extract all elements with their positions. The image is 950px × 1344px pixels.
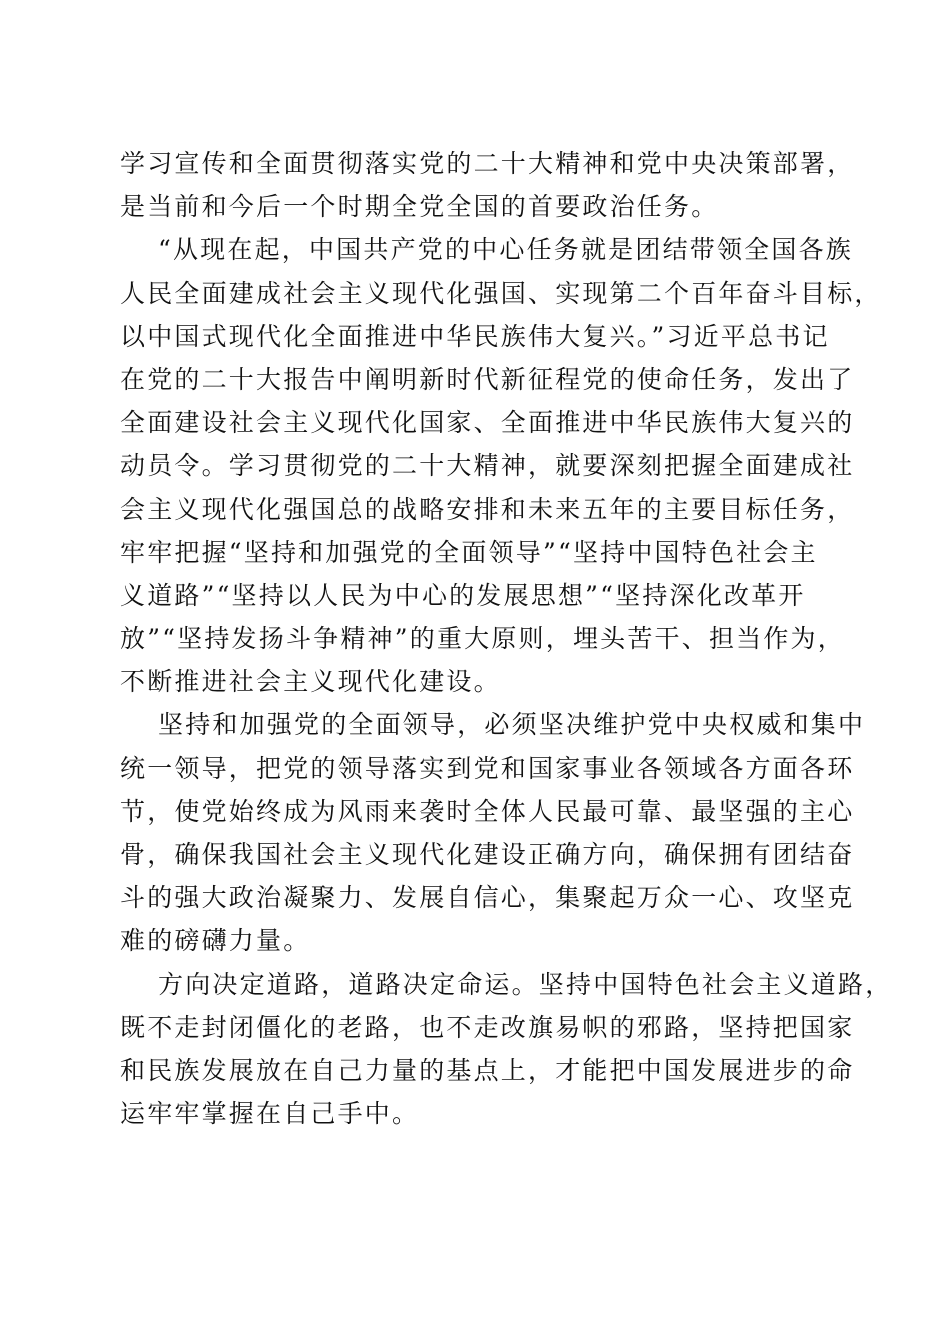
paragraph-4 (120, 963, 893, 1136)
text-line: 学习宣传和全面贯彻落实党的二十大精神和党中央决策部署， (120, 149, 855, 178)
text-line: 动员令。学习贯彻党的二十大精神，就要深刻把握全面建成社 (120, 451, 855, 481)
text-line: 不断推进社会主义现代化建设。 (120, 667, 501, 697)
text-line: 是当前和今后一个时期全党全国的首要政治任务。 (120, 192, 719, 222)
text-line: 运牢牢掌握在自己手中。 (120, 1099, 420, 1129)
text-line: 人民全面建成社会主义现代化强国、实现第二个百年奋斗目标， (120, 278, 882, 308)
text-line: “从现在起，中国共产党的中心任务就是团结带领全国各族 (158, 235, 853, 265)
text-line: 节，使党始终成为风雨来袭时全体人民最可靠、最坚强的主心 (120, 796, 855, 826)
text-line: 会主义现代化强国总的战略安排和未来五年的主要目标任务， (120, 494, 855, 524)
document-body (120, 142, 893, 1135)
text-line: 义道路”“坚持以人民为中心的发展思想”“坚持深化改革开 (120, 580, 806, 610)
paragraph-1 (120, 142, 855, 228)
text-line: 斗的强大政治凝聚力、发展自信心，集聚起万众一心、攻坚克 (120, 883, 855, 913)
text-line: 坚持和加强党的全面领导，必须坚决维护党中央权威和集中 (158, 710, 866, 740)
text-line: 统一领导，把党的领导落实到党和国家事业各领域各方面各环 (120, 753, 855, 783)
text-line: 全面建设社会主义现代化国家、全面推进中华民族伟大复兴的 (120, 408, 855, 438)
text-line: 难的磅礴力量。 (120, 926, 311, 956)
text-line: 既不走封闭僵化的老路，也不走改旗易帜的邪路，坚持把国家 (120, 1012, 855, 1042)
text-line: 方向决定道路，道路决定命运。坚持中国特色社会主义道路， (158, 969, 893, 999)
text-line: 骨，确保我国社会主义现代化建设正确方向，确保拥有团结奋 (120, 840, 855, 869)
text-line: 和民族发展放在自己力量的基点上，才能把中国发展进步的命 (120, 1055, 855, 1085)
paragraph-3 (120, 703, 866, 962)
text-line: 在党的二十大报告中阐明新时代新征程党的使命任务，发出了 (120, 364, 855, 394)
text-line: 放”“坚持发扬斗争精神”的重大原则，埋头苦干、担当作为， (120, 624, 845, 654)
text-line: 以中国式现代化全面推进中华民族伟大复兴。”习近平总书记 (120, 321, 830, 351)
paragraph-2 (120, 228, 882, 703)
text-line: 牢牢把握“坚持和加强党的全面领导”“坚持中国特色社会主 (120, 537, 818, 567)
